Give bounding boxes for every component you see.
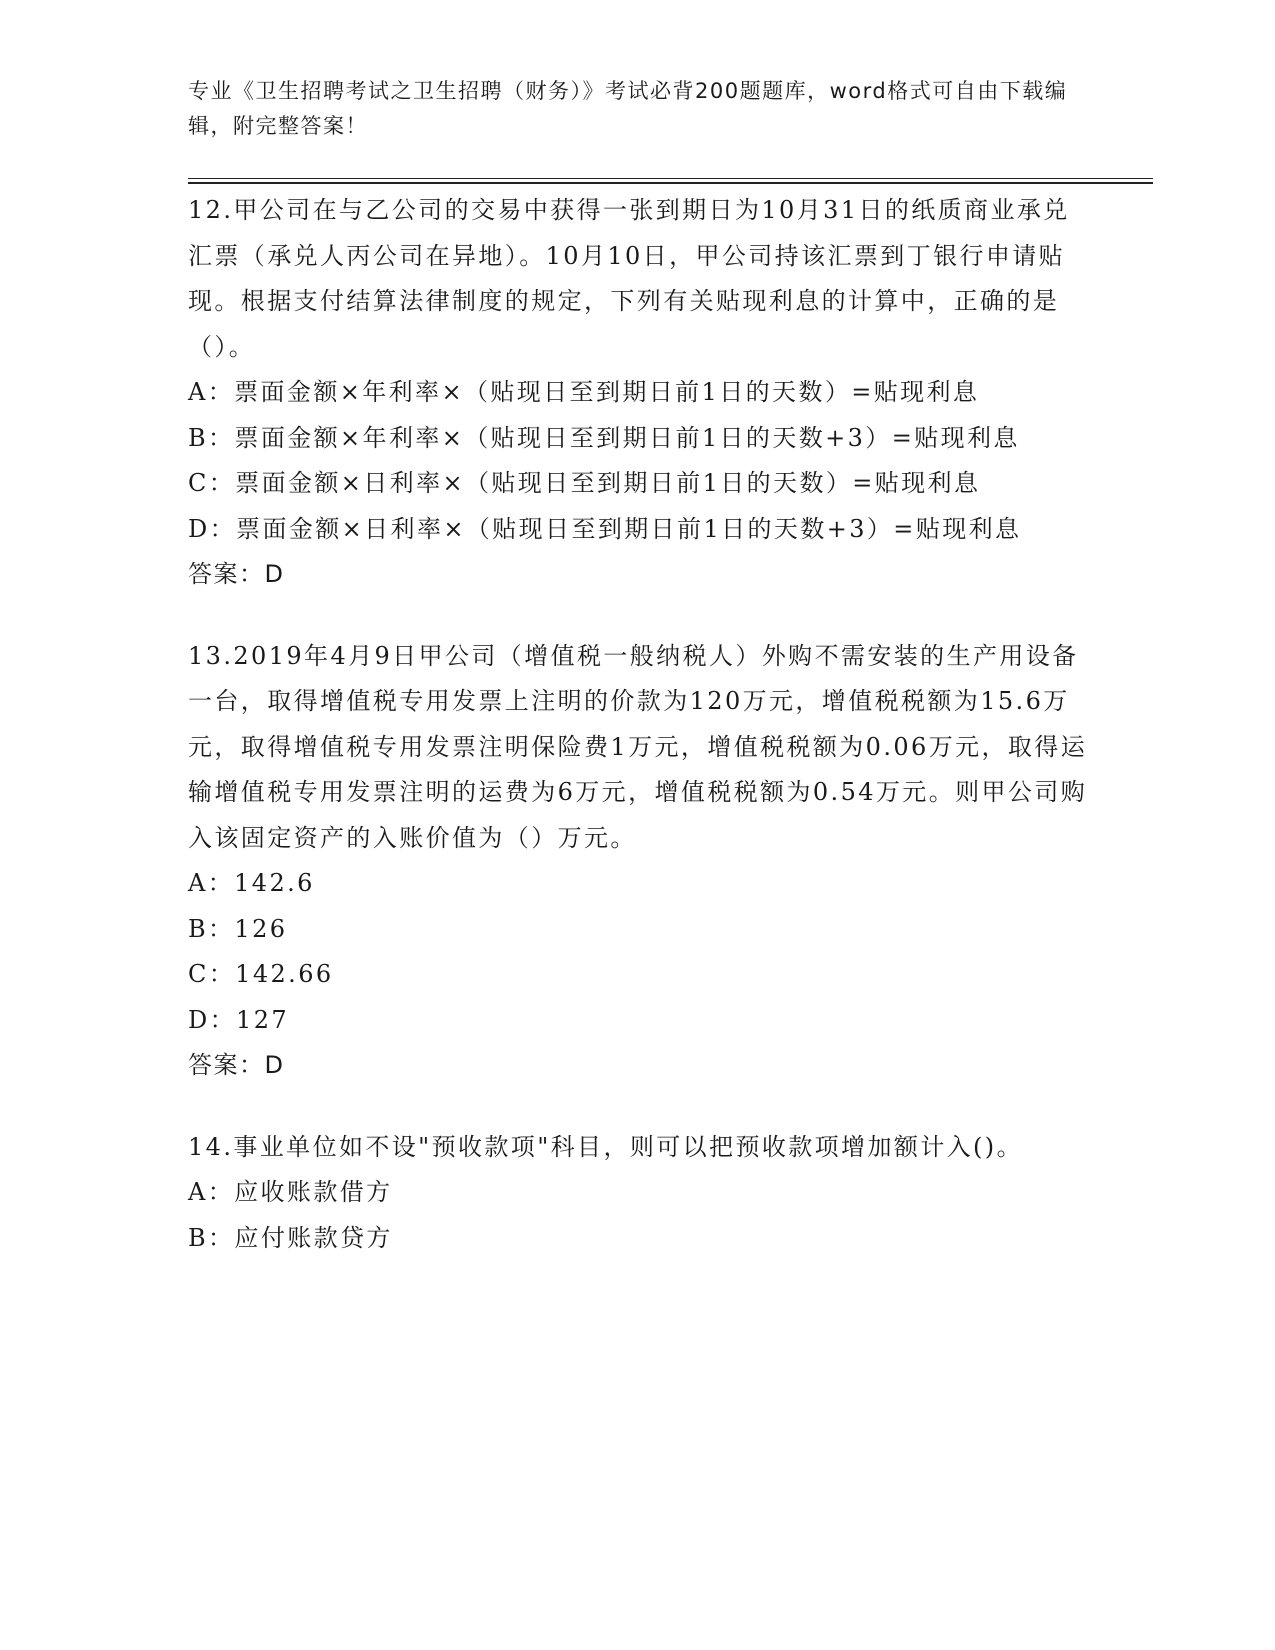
question-list — [188, 188, 1088, 1297]
question-stem: 14.事业单位如不设"预收款项"科目，则可以把预收款项增加额计入()。 — [188, 1132, 1023, 1161]
option-a: A：票面金额×年利率×（贴现日至到期日前1日的天数）=贴现利息 — [188, 378, 980, 406]
question-stem: 12.甲公司在与乙公司的交易中获得一张到期日为10月31日的纸质商业承兑汇票（承兑人丙公司在异地）。10月10日，甲公司持该汇票到丁银行申请贴现。根据支付结算法律制度的规定，下列有关贴现利息的计算中，正确的是（）。 — [188, 196, 1070, 361]
option-d: D：127 — [188, 1005, 290, 1034]
option-b: B：票面金额×年利率×（贴现日至到期日前1日的天数+3）=贴现利息 — [188, 423, 1020, 452]
document-header — [188, 74, 1088, 144]
answer-label: 答案：D — [188, 1051, 285, 1079]
option-b: B：应付账款贷方 — [188, 1223, 393, 1252]
question-stem: 13.2019年4月9日甲公司（增值税一般纳税人）外购不需安装的生产用设备一台，取得增值税专用发票上注明的价款为120万元，增值税税额为15.6万元，取得增值税专用发票注明保险费1万元，增值税税额为0.06万元，取得运输增值税专用发票注明的运费为6万元，增值税税额为0.54万元。则甲公司购入该固定资产的入账价值为（）万元。 — [188, 641, 1088, 852]
question-12 — [188, 188, 1088, 598]
option-a: A：应收账款借方 — [188, 1178, 393, 1206]
header-title: 专业《卫生招聘考试之卫生招聘（财务）》考试必背200题题库，word格式可自由下载编辑，附完整答案！ — [188, 79, 1068, 138]
header-divider-thick — [188, 182, 1153, 184]
option-b: B：126 — [188, 914, 288, 943]
option-c: C：票面金额×日利率×（贴现日至到期日前1日的天数）=贴现利息 — [188, 469, 981, 497]
answer-label: 答案：D — [188, 560, 285, 588]
option-c: C：142.66 — [188, 960, 334, 988]
option-a: A：142.6 — [188, 869, 315, 897]
question-13 — [188, 634, 1088, 1089]
option-d: D：票面金额×日利率×（贴现日至到期日前1日的天数+3）=贴现利息 — [188, 514, 1022, 543]
header-divider-thin — [188, 178, 1153, 179]
question-14 — [188, 1125, 1088, 1262]
